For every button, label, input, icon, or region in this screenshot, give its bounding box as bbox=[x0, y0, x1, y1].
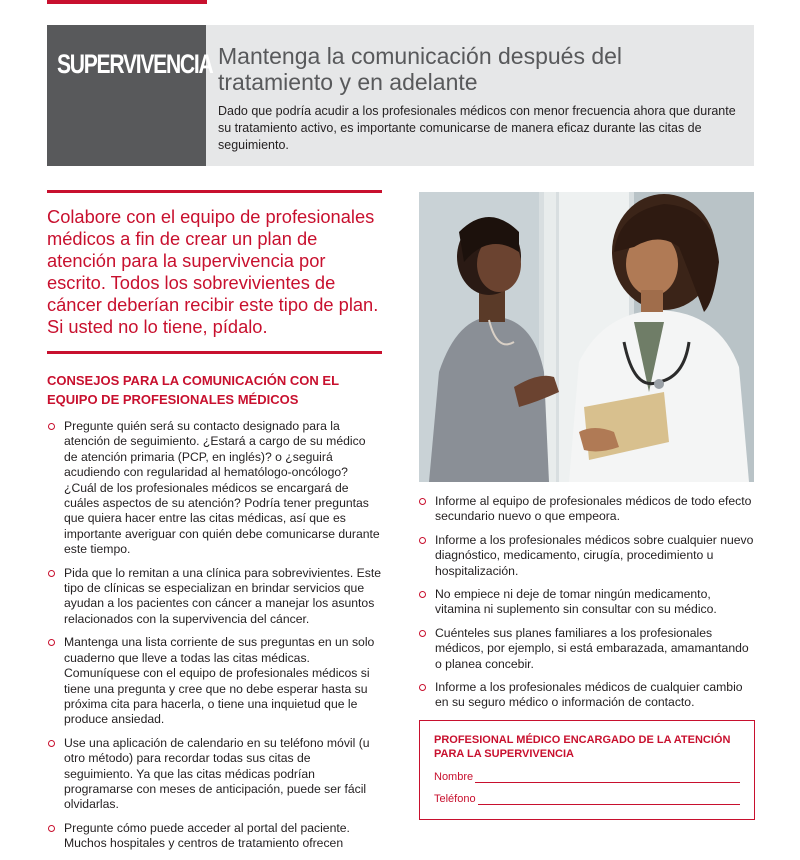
bullet-icon bbox=[48, 570, 55, 577]
tips-heading: CONSEJOS PARA LA COMUNICACIÓN CON EL EQUIPO DE PROFESIONALES MÉDICOS bbox=[47, 373, 339, 407]
header-body bbox=[206, 25, 754, 166]
intro-callout: Colabore con el equipo de profesionales médicos a fin de crear un plan de atención para la supervivencia por escrito. Todos los sobrevivientes de cáncer deberían recibir este tipo de plan. Si usted no lo tiene, pídalo. bbox=[47, 206, 379, 337]
photo-illustration bbox=[419, 192, 754, 482]
bullet-icon bbox=[48, 423, 55, 430]
bullet-icon bbox=[419, 684, 426, 691]
list-item bbox=[47, 736, 382, 813]
list-item bbox=[418, 494, 758, 525]
bullet-icon bbox=[48, 740, 55, 747]
list-item bbox=[418, 626, 758, 672]
bullet-icon bbox=[419, 498, 426, 505]
list-item bbox=[47, 419, 382, 558]
bullet-icon bbox=[48, 639, 55, 646]
bullet-icon bbox=[419, 537, 426, 544]
divider bbox=[47, 351, 382, 354]
name-row bbox=[434, 771, 740, 783]
list-item-text: Informe a los profesionales médicos de cualquier cambio en su seguro médico o información de contacto. bbox=[435, 680, 743, 710]
list-item bbox=[47, 566, 382, 628]
phone-row bbox=[434, 793, 740, 805]
top-accent-bar bbox=[47, 0, 207, 4]
phone-field[interactable] bbox=[478, 794, 740, 805]
phone-label: Teléfono bbox=[434, 793, 476, 805]
divider bbox=[47, 190, 382, 193]
list-item-text: Cuénteles sus planes familiares a los profesionales médicos, por ejemplo, si está embarazada, amamantando o planea concebir. bbox=[435, 625, 749, 671]
list-item bbox=[418, 533, 758, 579]
bullet-icon bbox=[419, 591, 426, 598]
list-item-text: Informe al equipo de profesionales médicos de todo efecto secundario nuevo o que empeora. bbox=[435, 494, 752, 524]
list-item bbox=[418, 587, 758, 618]
patient-doctor-photo bbox=[419, 192, 754, 482]
page-title: Mantenga la comunicación después del tratamiento y en adelante bbox=[218, 43, 623, 95]
section-label-box bbox=[47, 25, 213, 166]
right-tips-list bbox=[418, 494, 758, 719]
list-item-text: Pregunte quién será su contacto designado para la atención de seguimiento. ¿Estará a cargo de su médico de atención primaria (PCP, en inglés)? o ¿seguirá acudiendo con regularidad al hematólogo-oncólogo? ¿Cuál de los profesionales médicos se encargará de cuáles aspectos de su atención? Podría tener preguntas que quiera hacer entre las citas médicas, así que es importante averiguar con quién debe comunicarse durante este tiempo. bbox=[64, 419, 380, 557]
tips-list bbox=[47, 419, 382, 852]
list-item bbox=[47, 821, 382, 852]
list-item-text: No empiece ni deje de tomar ningún medicamento, vitamina ni suplemento sin consultar con su médico. bbox=[435, 587, 717, 617]
form-title: PROFESIONAL MÉDICO ENCARGADO DE LA ATENCIÓN PARA LA SUPERVIVENCIA bbox=[434, 734, 731, 760]
name-field[interactable] bbox=[475, 772, 740, 783]
bullet-icon bbox=[48, 825, 55, 832]
header-description: Dado que podría acudir a los profesionales médicos con menor frecuencia ahora que durante su tratamiento activo, es importante comunicarse de manera eficaz durante las citas de seguimiento. bbox=[218, 104, 736, 152]
left-column bbox=[47, 190, 382, 860]
list-item-text: Mantenga una lista corriente de sus preguntas en un solo cuaderno que lleve a todas las citas médicas. Comuníquese con el equipo de profesionales médicos si tiene una pregunta y cree que no debe esperar hasta su próxima cita para hacerla, o tiene una inquietud que le produce ansiedad. bbox=[64, 635, 375, 727]
provider-contact-form bbox=[419, 720, 755, 820]
bullet-icon bbox=[419, 630, 426, 637]
list-item bbox=[418, 680, 758, 711]
name-label: Nombre bbox=[434, 771, 474, 783]
list-item-text: Pida que lo remitan a una clínica para sobrevivientes. Este tipo de clínicas se especializan en brindar servicios que ayudan a los pacientes con cáncer a manejar los asuntos relacionados con la supervivencia del cáncer. bbox=[64, 565, 382, 626]
list-item-text: Use una aplicación de calendario en su teléfono móvil (u otro método) para recordar todas sus citas de seguimiento. Ya que las citas médicas podrían programarse con meses de anticipación, puede ser fácil olvidarlas. bbox=[64, 735, 370, 812]
section-header bbox=[47, 25, 754, 166]
list-item-text: Informe a los profesionales médicos sobre cualquier nuevo diagnóstico, medicamento, cirugía, procedimiento u hospitalización. bbox=[435, 532, 754, 578]
list-item bbox=[47, 635, 382, 727]
section-label: SUPERVIVENCIA bbox=[57, 49, 213, 79]
list-item-text: Pregunte cómo puede acceder al portal del paciente. Muchos hospitales y centros de tratamiento ofrecen bbox=[64, 820, 350, 851]
